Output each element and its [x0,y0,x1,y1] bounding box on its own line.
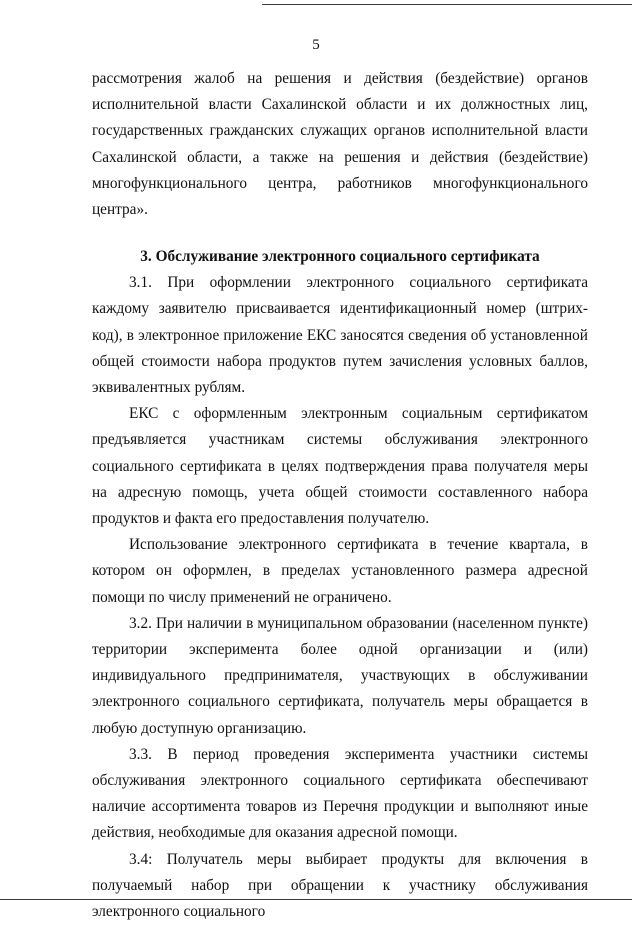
paragraph-3-1: 3.1. При оформлении электронного социального сертификата каждому заявителю присваивается идентификационный номер (штрих-код), в электронное приложение ЕКС заносятся сведения об установленной общей стоимости набора продуктов путем зачисления условных баллов, эквивалентных рублям. [92,274,588,397]
scan-border-top [262,4,632,5]
scan-border-bottom [0,899,632,900]
paragraph-3-2: 3.2. При наличии в муниципальном образовании (населенном пункте) территории эксперимента более одной организации и (или) индивидуального предпринимателя, участвующих в обслуживании электронного социального сертификата, получатель меры обращается в любую доступную организацию. [92,614,588,737]
paragraph-certificate-usage: Использование электронного сертификата в течение квартала, в котором он оформлен, в пределах установленного размера адресной помощи по числу применений не ограничено. [92,536,588,606]
paragraph-3-4: 3.4: Получатель меры выбирает продукты для включения в получаемый набор при обращении к участнику обслуживания электронного социального [92,850,588,921]
paragraph-3-3: 3.3. В период проведения эксперимента участники системы обслуживания электронного социального сертификата обеспечивают наличие ассортимента товаров из Перечня продукции и выполняют иные действия, необходимые для оказания адресной помощи. [92,745,588,842]
section-heading: 3. Обслуживание электронного социального сертификата [140,248,540,266]
paragraph-continuation: рассмотрения жалоб на решения и действия (бездействие) органов исполнительной власти Сахалинской области и их должностных лиц, государственных гражданских служащих органов исполнительной власти Сахалинской области, а также на решения и действия (бездействие) многофункционального центра, работников многофункционального центра». [92,70,588,219]
page-number: 5 [312,37,320,53]
paragraph-eks-presentation: ЕКС с оформленным электронным социальным сертификатом предъявляется участникам системы обслуживания электронного социального сертификата в целях подтверждения права получателя меры на адресную помощь, учета общей стоимости составленного набора продуктов и факта его предоставления получателю. [92,405,588,528]
document-body [92,66,588,925]
